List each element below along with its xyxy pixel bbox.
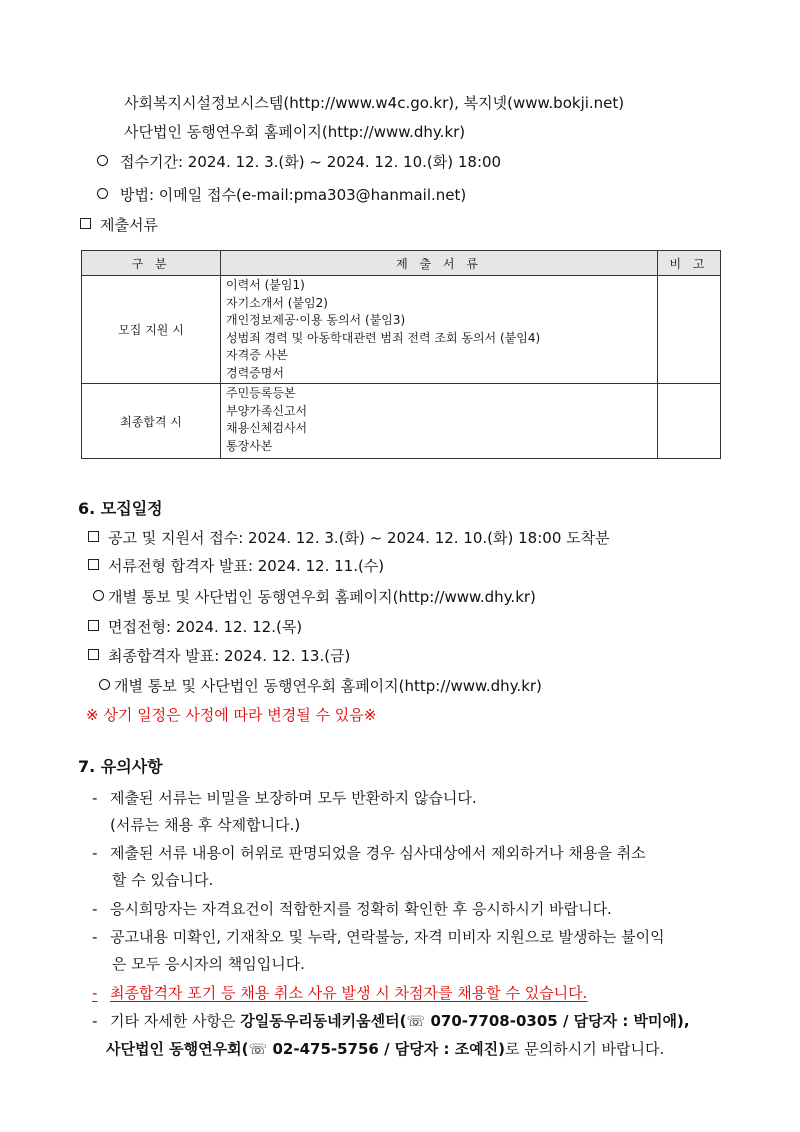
list-item: 경력증명서 [226, 365, 284, 380]
schedule-item [88, 616, 302, 638]
schedule-notice: ※ 상기 일정은 사정에 따라 변경될 수 있음※ [86, 706, 377, 724]
note-text: 로 문의하시기 바랍니다. [505, 1040, 665, 1058]
schedule-item [88, 645, 350, 667]
checkbox-bullet-icon [80, 218, 91, 229]
note-item [92, 898, 612, 920]
note-continuation: 은 모두 응시자의 책임입니다. [112, 955, 305, 973]
schedule-text: 최종합격자 발표: 2024. 12. 13.(금) [108, 647, 351, 665]
row-note [658, 276, 721, 384]
note-item [92, 842, 646, 864]
list-item: 성범죄 경력 및 아동학대관련 범죄 전력 조회 동의서 (붙임4) [226, 330, 541, 345]
checkbox-bullet-icon [88, 531, 99, 542]
site-list-line: 사회복지시설정보시스템(http://www.w4c.go.kr), 복지넷(www.bokji.net) [124, 94, 625, 112]
header-documents: 제 출 서 류 [221, 251, 658, 276]
table-header-row [82, 251, 721, 276]
note-item [92, 787, 477, 809]
schedule-text: 공고 및 지원서 접수: 2024. 12. 3.(화) ~ 2024. 12. 10.(화) 18:00 도착분 [108, 529, 610, 547]
note-text: 공고내용 미확인, 기재착오 및 누락, 연락불능, 자격 미비자 지원으로 발생하는 불이익 [110, 928, 665, 946]
table-row [82, 276, 721, 384]
circle-bullet-icon [97, 188, 108, 199]
note-text: 제출된 서류 내용이 허위로 판명되었을 경우 심사대상에서 제외하거나 채용을 취소 [110, 844, 646, 862]
checkbox-bullet-icon [88, 559, 99, 570]
schedule-item [88, 527, 610, 549]
note-continuation: (서류는 채용 후 삭제합니다.) [110, 816, 301, 834]
note-continuation [106, 1038, 664, 1060]
documents-title: 제출서류 [100, 216, 158, 234]
circle-bullet-icon [93, 590, 104, 601]
list-item: 채용신체검사서 [226, 421, 308, 435]
schedule-sub-item [99, 675, 542, 697]
documents-heading [80, 214, 158, 236]
circle-bullet-icon [99, 679, 110, 690]
contact-association: 사단법인 동행연우회(☏ 02-475-5756 / 담당자 : 조예진) [106, 1040, 506, 1058]
dash-bullet: - [92, 789, 98, 807]
row-items [221, 384, 658, 459]
schedule-text: 서류전형 합격자 발표: 2024. 12. 11.(수) [108, 557, 385, 575]
schedule-item [88, 555, 384, 577]
list-item: 자기소개서 (붙임2) [226, 295, 328, 310]
checkbox-bullet-icon [88, 620, 99, 631]
row-category: 모집 지원 시 [82, 276, 221, 384]
period-line [97, 151, 501, 173]
period-text: 접수기간: 2024. 12. 3.(화) ~ 2024. 12. 10.(화) 18:00 [120, 153, 502, 171]
list-item: 자격증 사본 [226, 348, 288, 362]
row-note [658, 384, 721, 459]
schedule-sub-item [93, 586, 536, 608]
note-text: 제출된 서류는 비밀을 보장하며 모두 반환하지 않습니다. [110, 789, 477, 807]
method-line [97, 184, 466, 206]
table-row [82, 384, 721, 459]
method-text: 방법: 이메일 접수(e-mail:pma303@hanmail.net) [120, 186, 467, 204]
homepage-line: 사단법인 동행연우회 홈페이지(http://www.dhy.kr) [124, 123, 466, 141]
dash-bullet: - [92, 900, 98, 918]
dash-bullet: - [92, 844, 98, 862]
schedule-text: 개별 통보 및 사단법인 동행연우회 홈페이지(http://www.dhy.kr) [108, 588, 536, 606]
schedule-text: 면접전형: 2024. 12. 12.(목) [108, 618, 303, 636]
dash-bullet: - [92, 1012, 98, 1030]
dash-bullet: - [92, 984, 98, 1002]
note-text: 기타 자세한 사항은 [110, 1012, 241, 1030]
documents-table [81, 250, 721, 459]
notes-title: 7. 유의사항 [78, 757, 163, 776]
schedule-title: 6. 모집일정 [78, 499, 163, 518]
list-item: 개인정보제공·이용 동의서 (붙임3) [226, 313, 406, 327]
row-category: 최종합격 시 [82, 384, 221, 459]
note-item [92, 1010, 690, 1032]
contact-center: 강일동우리동네키움센터(☏ 070-7708-0305 / 담당자 : 박미애), [240, 1012, 690, 1030]
note-item-highlight [92, 982, 587, 1004]
checkbox-bullet-icon [88, 649, 99, 660]
note-item [92, 926, 665, 948]
note-continuation: 할 수 있습니다. [112, 871, 214, 889]
dash-bullet: - [92, 928, 98, 946]
list-item: 부양가족신고서 [226, 403, 308, 418]
note-text: 최종합격자 포기 등 채용 취소 사유 발생 시 차점자를 채용할 수 있습니다. [110, 984, 588, 1002]
circle-bullet-icon [97, 155, 108, 166]
row-items [221, 276, 658, 384]
note-text: 응시희망자는 자격요건이 적합한지를 정확히 확인한 후 응시하시기 바랍니다. [110, 900, 612, 918]
list-item: 이력서 (붙임1) [226, 278, 305, 292]
header-category: 구 분 [82, 251, 221, 276]
schedule-text: 개별 통보 및 사단법인 동행연우회 홈페이지(http://www.dhy.kr) [114, 677, 542, 695]
list-item: 주민등록등본 [226, 386, 296, 400]
list-item: 통장사본 [226, 438, 273, 453]
header-note: 비 고 [658, 251, 721, 276]
